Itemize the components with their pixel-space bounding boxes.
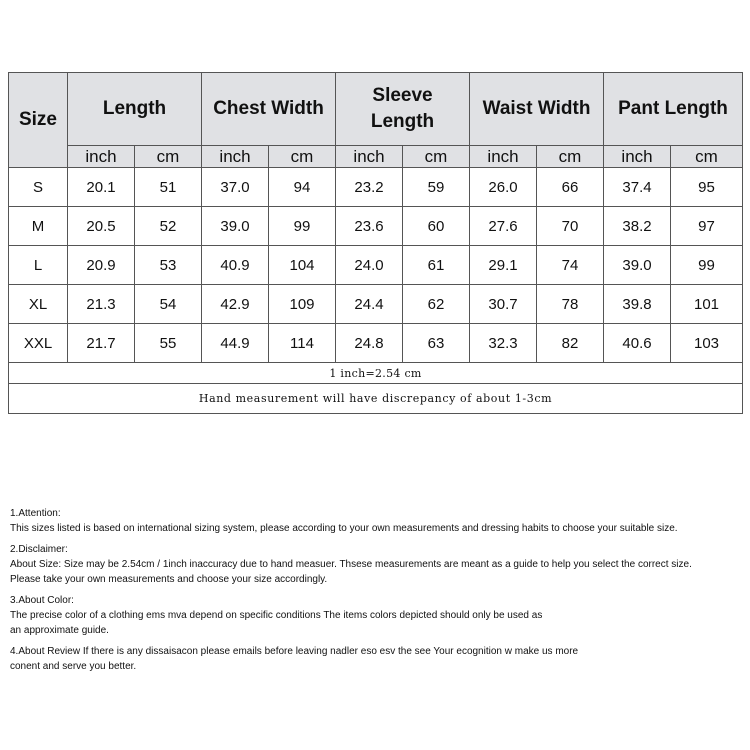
unit-inch: inch [470,146,537,168]
measurement-cell: 39.0 [604,246,671,285]
disclaimer-line-2: Please take your own measurements and choose your size accordingly. [10,574,328,585]
measurement-cell: 39.8 [604,285,671,324]
measurement-cell: 20.9 [68,246,135,285]
measurement-cell: 24.8 [336,324,403,363]
measurement-cell: 20.5 [68,207,135,246]
measurement-cell: 114 [269,324,336,363]
measurement-cell: 101 [671,285,743,324]
disclaimer-block [10,542,744,587]
review-line-2: conent and serve you better. [10,661,137,672]
conversion-note: 1 inch=2.54 cm [9,363,743,384]
unit-inch: inch [336,146,403,168]
measurement-cell: 63 [403,324,470,363]
size-label-cell: L [9,246,68,285]
measurement-cell: 109 [269,285,336,324]
measurement-cell: 21.3 [68,285,135,324]
measurement-cell: 70 [537,207,604,246]
measurement-cell: 78 [537,285,604,324]
measurement-cell: 32.3 [470,324,537,363]
header-chest-width: Chest Width [202,73,336,146]
header-size: Size [9,73,68,168]
table-row [9,207,743,246]
unit-cm: cm [135,146,202,168]
measurement-cell: 44.9 [202,324,269,363]
measurement-cell: 52 [135,207,202,246]
measurement-cell: 66 [537,168,604,207]
color-line-1: The precise color of a clothing ems mva depend on specific conditions The items colors depicted should only be used as [10,610,543,621]
table-row [9,168,743,207]
measurement-cell: 21.7 [68,324,135,363]
header-row [9,73,743,146]
table-row [9,324,743,363]
measurement-cell: 61 [403,246,470,285]
measurement-cell: 20.1 [68,168,135,207]
measurement-cell: 51 [135,168,202,207]
measurement-cell: 99 [269,207,336,246]
measurement-cell: 59 [403,168,470,207]
measurement-cell: 104 [269,246,336,285]
measurement-cell: 23.6 [336,207,403,246]
measurement-cell: 40.9 [202,246,269,285]
header-pant-length: Pant Length [604,73,743,146]
discrepancy-note-row [9,384,743,414]
conversion-note-row [9,363,743,384]
measurement-cell: 55 [135,324,202,363]
disclaimer-line-1: About Size: Size may be 2.54cm / 1inch inaccuracy due to hand measuer. Thsese measurements are meant as a guide to help you select the correct size. [10,559,692,570]
measurement-cell: 39.0 [202,207,269,246]
disclaimer-title: 2.Disclaimer: [10,544,68,555]
measurement-cell: 82 [537,324,604,363]
measurement-cell: 37.4 [604,168,671,207]
unit-cm: cm [269,146,336,168]
measurement-cell: 26.0 [470,168,537,207]
unit-cm: cm [537,146,604,168]
measurement-cell: 94 [269,168,336,207]
units-row [9,146,743,168]
measurement-cell: 74 [537,246,604,285]
measurement-cell: 40.6 [604,324,671,363]
size-label-cell: S [9,168,68,207]
measurement-cell: 29.1 [470,246,537,285]
header-waist-width: Waist Width [470,73,604,146]
color-block [10,593,744,638]
attention-text: This sizes listed is based on international sizing system, please according to your own measurements and dressing habits to choose your suitable size. [10,523,678,534]
measurement-cell: 23.2 [336,168,403,207]
discrepancy-note: Hand measurement will have discrepancy of about 1-3cm [9,384,743,414]
attention-title: 1.Attention: [10,508,61,519]
measurement-cell: 30.7 [470,285,537,324]
unit-inch: inch [604,146,671,168]
size-label-cell: M [9,207,68,246]
attention-block [10,506,744,536]
table-row [9,285,743,324]
measurement-cell: 27.6 [470,207,537,246]
review-block [10,644,744,674]
measurement-cell: 42.9 [202,285,269,324]
measurement-cell: 24.0 [336,246,403,285]
unit-cm: cm [403,146,470,168]
measurement-cell: 53 [135,246,202,285]
measurement-cell: 54 [135,285,202,324]
measurement-cell: 103 [671,324,743,363]
unit-cm: cm [671,146,743,168]
measurement-cell: 62 [403,285,470,324]
measurement-cell: 38.2 [604,207,671,246]
review-line-1: 4.About Review If there is any dissaisacon please emails before leaving nadler eso esv the see Your ecognition w make us more [10,646,579,657]
measurement-cell: 24.4 [336,285,403,324]
size-label-cell: XXL [9,324,68,363]
unit-inch: inch [68,146,135,168]
color-line-2: an approximate guide. [10,625,109,636]
notes-section [10,506,744,680]
measurement-cell: 97 [671,207,743,246]
unit-inch: inch [202,146,269,168]
color-title: 3.About Color: [10,595,74,606]
header-length: Length [68,73,202,146]
header-sleeve-length: Sleeve Length [336,73,470,146]
measurement-cell: 37.0 [202,168,269,207]
measurement-cell: 95 [671,168,743,207]
size-label-cell: XL [9,285,68,324]
measurement-cell: 60 [403,207,470,246]
size-chart-table [8,72,743,414]
measurement-cell: 99 [671,246,743,285]
table-row [9,246,743,285]
